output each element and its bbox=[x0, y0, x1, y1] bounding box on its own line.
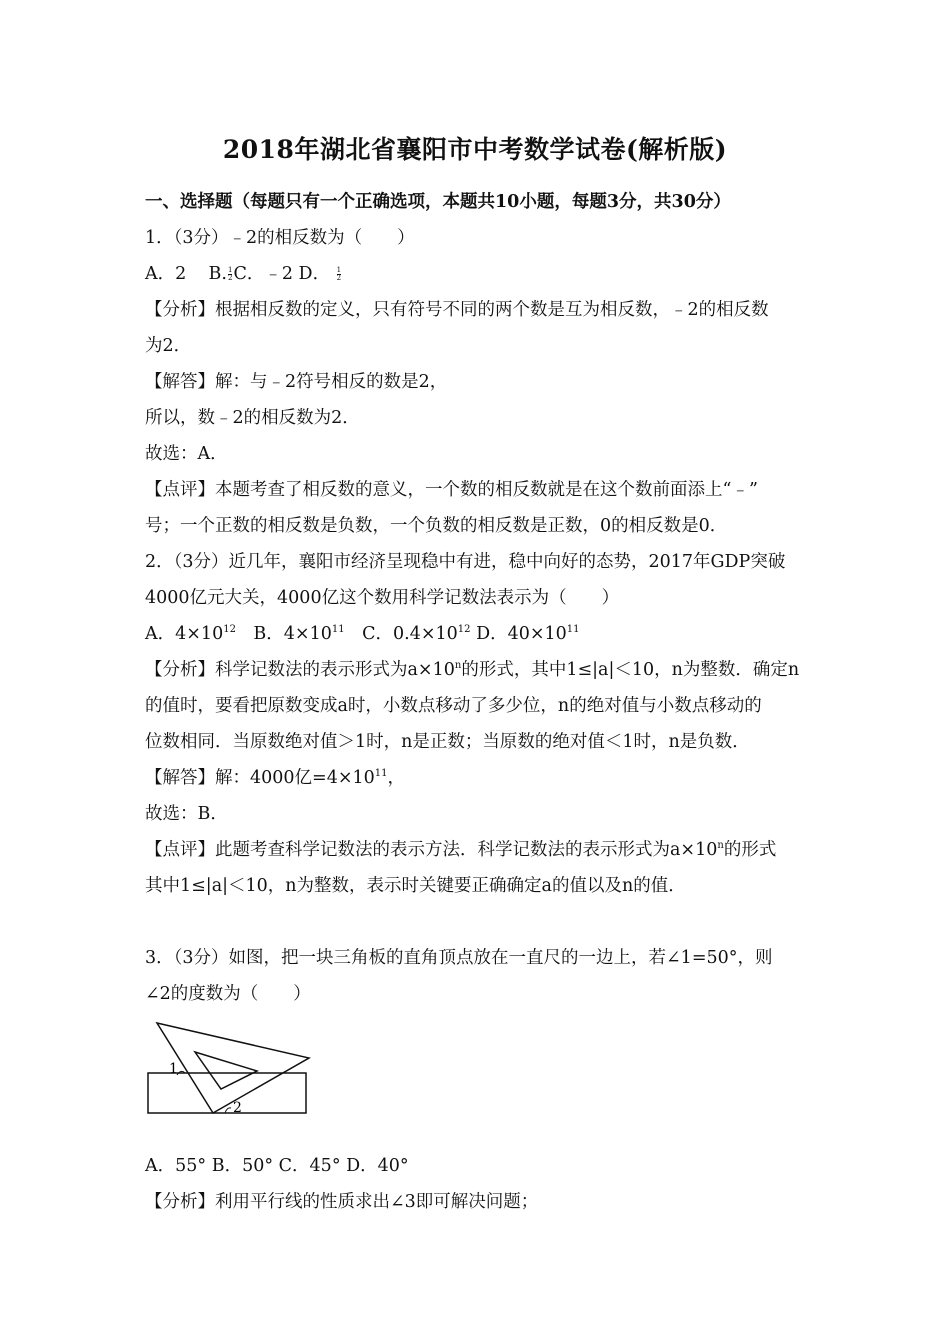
q2-analysis-line2: 的值时，要看把原数变成a时，小数点移动了多少位，n的绝对值与小数点移动的 bbox=[145, 696, 762, 716]
q1-answer-line2: 所以，数﹣2的相反数为2． bbox=[145, 408, 360, 428]
q2-comment-line2: 其中1≤|a|＜10，n为整数，表示时关键要正确确定a的值以及n的值． bbox=[145, 876, 686, 896]
q3-analysis: 【分析】利用平行线的性质求出∠3即可解决问题； bbox=[145, 1192, 539, 1212]
q1-comment-line1: 【点评】本题考查了相反数的意义，一个数的相反数就是在这个数前面添上“﹣” bbox=[145, 480, 758, 500]
ruler-rectangle bbox=[148, 1073, 306, 1113]
q2-option-a: A．4×10 bbox=[145, 624, 224, 644]
set-square-inner bbox=[195, 1052, 257, 1089]
q2-answer: 【解答】解：4000亿$=4\times 10^{11}$， bbox=[145, 768, 405, 788]
q3-stem-line2: ∠2的度数为（ ） bbox=[145, 984, 311, 1004]
q1-option-b: B. bbox=[208, 264, 227, 284]
q2-stem-line1: 2．（3分）近几年，襄阳市经济呈现稳中有进，稳中向好的态势，2017年GDP突破 bbox=[145, 552, 786, 572]
q1-options bbox=[145, 262, 825, 286]
section-heading: 一、选择题（每题只有一个正确选项，本题共10小题，每题3分，共30分） bbox=[145, 192, 731, 212]
q3-stem-line1: 3．（3分）如图，把一块三角板的直角顶点放在一直尺的一边上，若∠1=50°，则 bbox=[145, 948, 773, 968]
angle-2-label: 2 bbox=[233, 1100, 242, 1116]
q2-option-c: C．0.4×10 bbox=[344, 624, 458, 644]
q2-stem-line2: 4000亿元大关，4000亿这个数用科学记数法表示为（ ） bbox=[145, 588, 620, 608]
q1-option-d-fraction: $\frac{1}{2}$ bbox=[336, 266, 342, 282]
q2-comment-line1: 【点评】此题考查科学记数法的表示方法．科学记数法的表示形式为$a\times 10^n$的形式 bbox=[145, 840, 777, 860]
q1-analysis-line2: 为2． bbox=[145, 336, 192, 356]
q2-options: A．$4\times 10^{12}$ B．$4\times 10^{11}$ C．$0.4\times 10^{12}$ D．$40\times 10^{11}$ bbox=[145, 624, 580, 644]
q1-stem: 1．（3分）﹣2的相反数为（ ） bbox=[145, 228, 415, 248]
page-title: 2018年湖北省襄阳市中考数学试卷(解析版) bbox=[222, 135, 728, 164]
angle-2-arc bbox=[225, 1108, 231, 1113]
q1-answer-line1: 【解答】解：与﹣2符号相反的数是2， bbox=[145, 372, 448, 392]
q1-option-b-fraction: $\frac{1}{2}$ bbox=[227, 266, 233, 282]
q2-analysis-line3: 位数相同．当原数绝对值＞1时，n是正数；当原数的绝对值＜1时，n是负数． bbox=[145, 732, 750, 752]
q3-options: A．55° B．50° C．45° D．40° bbox=[145, 1156, 409, 1176]
q2-option-d: D．40×10 bbox=[470, 624, 567, 644]
q2-option-b: B．4×10 bbox=[235, 624, 332, 644]
angle-1-label: 1 bbox=[169, 1061, 178, 1077]
q1-option-a: A．2 bbox=[145, 264, 187, 284]
q1-choose: 故选：A． bbox=[145, 444, 228, 464]
q1-comment-line2: 号；一个正数的相反数是负数，一个负数的相反数是正数，0的相反数是0． bbox=[145, 516, 728, 536]
q1-option-cd: C．﹣2 D． bbox=[233, 264, 331, 284]
q2-choose: 故选：B． bbox=[145, 804, 228, 824]
q2-analysis-line1: 【分析】科学记数法的表示形式为$a\times 10^n$的形式，其中1≤|a|＜10，n为整数．确定n bbox=[145, 660, 800, 680]
q1-analysis-line1: 【分析】根据相反数的定义，只有符号不同的两个数是互为相反数，﹣2的相反数 bbox=[145, 300, 769, 320]
triangle-ruler-figure bbox=[145, 1015, 320, 1120]
